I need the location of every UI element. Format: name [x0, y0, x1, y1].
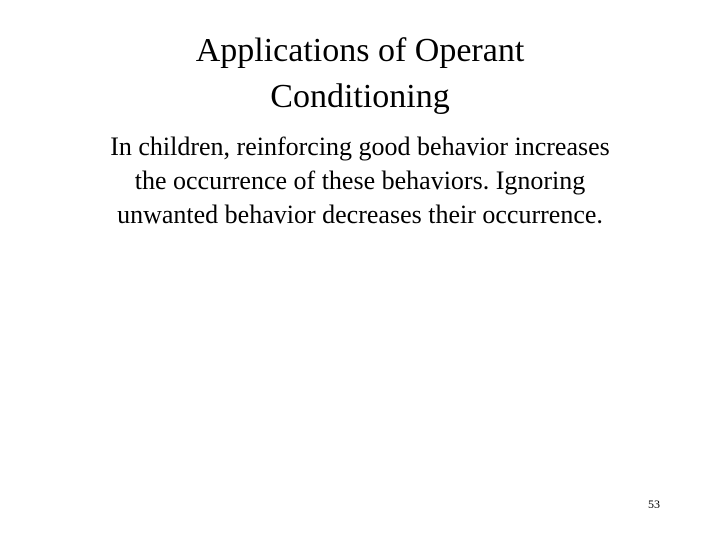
slide-body-text [30, 130, 690, 232]
slide-title [60, 28, 660, 120]
slide-body-line-1: In children, reinforcing good behavior increases [110, 132, 610, 161]
slide-title-line-1: Applications of Operant [195, 32, 525, 69]
slide-body-line-3: unwanted behavior decreases their occurrence. [117, 200, 603, 229]
slide-title-line-2: Conditioning [270, 78, 450, 115]
slide-body-line-2: the occurrence of these behaviors. Ignoring [134, 166, 586, 195]
page-number: 53 [648, 497, 660, 511]
